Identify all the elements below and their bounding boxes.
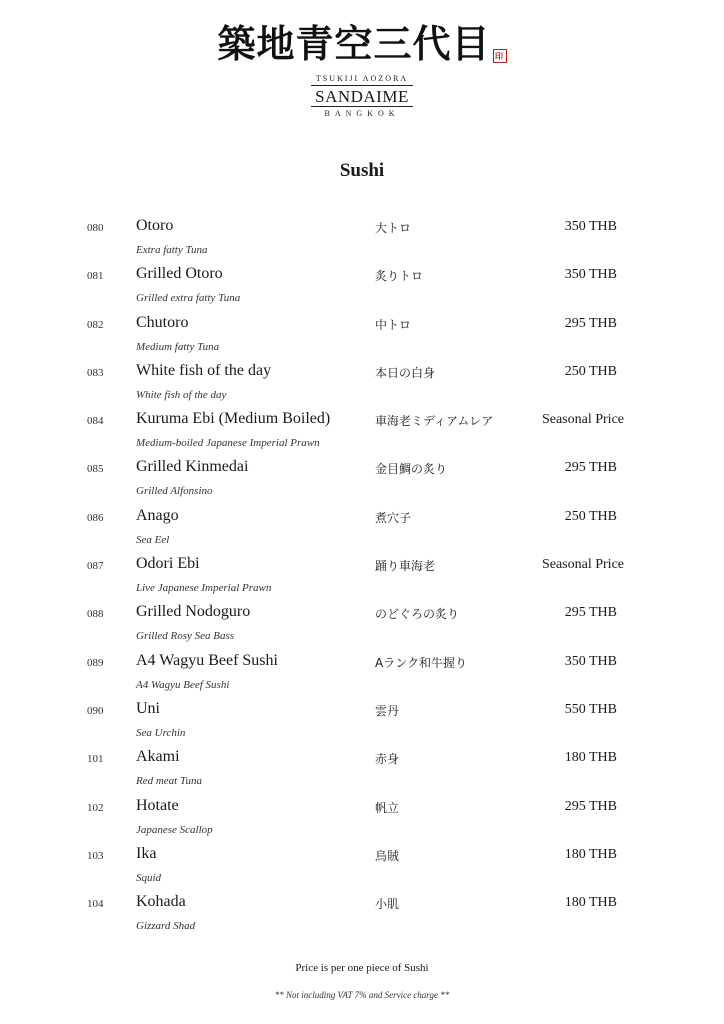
item-price: 295 THB (564, 605, 617, 621)
item-price: 295 THB (564, 460, 617, 476)
item-number: 084 (87, 415, 104, 428)
item-description: Gizzard Shad (136, 920, 196, 933)
item-price: Seasonal Price (541, 557, 624, 573)
item-name: Grilled Kinmedai (136, 458, 249, 476)
item-japanese-name: 雲丹 (375, 703, 400, 718)
item-price: 180 THB (564, 750, 617, 766)
item-name: Kuruma Ebi (Medium Boiled) (136, 410, 331, 428)
item-number: 087 (87, 560, 104, 573)
item-description: Squid (136, 871, 162, 884)
item-description: Grilled Alfonsino (136, 485, 213, 498)
item-description: Medium fatty Tuna (136, 340, 220, 353)
item-japanese-name: 金目鯛の炙り (375, 462, 448, 477)
item-price: 250 THB (564, 363, 617, 379)
item-name: Akami (136, 748, 180, 766)
item-description: Medium-boiled Japanese Imperial Prawn (136, 437, 320, 450)
section-title: Sushi (339, 160, 385, 181)
item-price: 350 THB (564, 653, 617, 669)
item-number: 089 (87, 656, 104, 669)
menu-item (0, 699, 724, 747)
menu-item (0, 651, 724, 699)
item-japanese-name: 赤身 (375, 752, 400, 767)
item-number: 083 (87, 366, 104, 379)
menu-item (0, 796, 724, 844)
item-japanese-name: 煮穴子 (375, 510, 412, 525)
item-japanese-name: 小肌 (375, 897, 400, 912)
menu-list (0, 216, 724, 940)
item-japanese-name: 車海老ミディアムレア (375, 414, 494, 429)
item-description: Sea Eel (136, 533, 170, 546)
menu-item (0, 506, 724, 554)
logo-seal-stamp: 印 (493, 49, 507, 63)
item-name: Kohada (136, 893, 186, 911)
item-price: 295 THB (564, 798, 617, 814)
item-description: Sea Urchin (136, 726, 186, 739)
item-name: A4 Wagyu Beef Sushi (136, 651, 278, 669)
logo-line-sandaime: SANDAIME (311, 85, 413, 107)
item-name: Ika (136, 844, 157, 862)
item-name: Odori Ebi (136, 555, 200, 573)
item-description: Red meat Tuna (136, 775, 202, 788)
item-japanese-name: 本日の白身 (375, 365, 436, 380)
item-price: 180 THB (564, 895, 617, 911)
item-number: 101 (87, 753, 104, 766)
menu-item (0, 892, 724, 940)
item-description: Grilled Rosy Sea Bass (136, 630, 235, 643)
menu-item (0, 747, 724, 795)
item-name: Grilled Otoro (136, 265, 223, 283)
item-number: 090 (87, 704, 104, 717)
item-description: White fish of the day (136, 388, 227, 401)
item-japanese-name: 帆立 (375, 800, 400, 815)
item-japanese-name: Aランク和牛握り (375, 655, 467, 670)
item-description: A4 Wagyu Beef Sushi (136, 678, 230, 691)
item-number: 080 (87, 222, 104, 234)
item-name: Uni (136, 699, 160, 717)
vat-note: ** Not including VAT 7% and Service charge ** (274, 990, 450, 1000)
item-price: 350 THB (564, 267, 617, 283)
item-japanese-name: のどぐろの炙り (375, 607, 460, 622)
item-description: Japanese Scallop (136, 823, 213, 836)
item-description: Extra fatty Tuna (136, 244, 208, 256)
item-number: 103 (87, 849, 104, 862)
menu-item (0, 602, 724, 650)
item-price: 250 THB (564, 508, 617, 524)
item-name: Grilled Nodoguro (136, 603, 251, 621)
item-price: 350 THB (564, 219, 617, 234)
item-number: 082 (87, 318, 104, 331)
menu-item (0, 554, 724, 602)
item-number: 104 (87, 898, 104, 911)
item-description: Live Japanese Imperial Prawn (136, 582, 272, 595)
logo-line-bangkok: BANGKOK (324, 109, 400, 118)
item-price: 295 THB (564, 315, 617, 331)
item-japanese-name: 踊り車海老 (375, 559, 436, 574)
item-name: White fish of the day (136, 361, 272, 379)
restaurant-logo (0, 18, 724, 118)
logo-line-tsukiji: TSUKIJI AOZORA (315, 74, 409, 83)
item-price: 180 THB (564, 846, 617, 862)
item-number: 088 (87, 608, 104, 621)
item-name: Anago (136, 506, 179, 524)
item-japanese-name: 中トロ (375, 317, 412, 332)
menu-item (0, 361, 724, 409)
item-name: Chutoro (136, 313, 189, 331)
menu-item (0, 457, 724, 505)
item-name: Otoro (136, 217, 174, 234)
item-price: 550 THB (564, 701, 617, 717)
item-number: 085 (87, 463, 104, 476)
logo-kanji (0, 18, 724, 70)
item-japanese-name: 大トロ (375, 221, 412, 235)
menu-item (0, 216, 724, 264)
item-japanese-name: 烏賊 (375, 848, 400, 863)
menu-item (0, 264, 724, 312)
item-number: 081 (87, 270, 104, 283)
item-japanese-name: 炙りトロ (375, 269, 424, 284)
price-note: Price is per one piece of Sushi (295, 962, 429, 974)
item-price: Seasonal Price (541, 412, 624, 428)
item-name: Hotate (136, 796, 179, 814)
menu-item (0, 313, 724, 361)
logo-kanji-text: 築地青空三代目 (217, 21, 491, 66)
menu-item (0, 844, 724, 892)
menu-item (0, 409, 724, 457)
item-number: 102 (87, 801, 104, 814)
item-description: Grilled extra fatty Tuna (136, 292, 241, 305)
item-number: 086 (87, 511, 104, 524)
